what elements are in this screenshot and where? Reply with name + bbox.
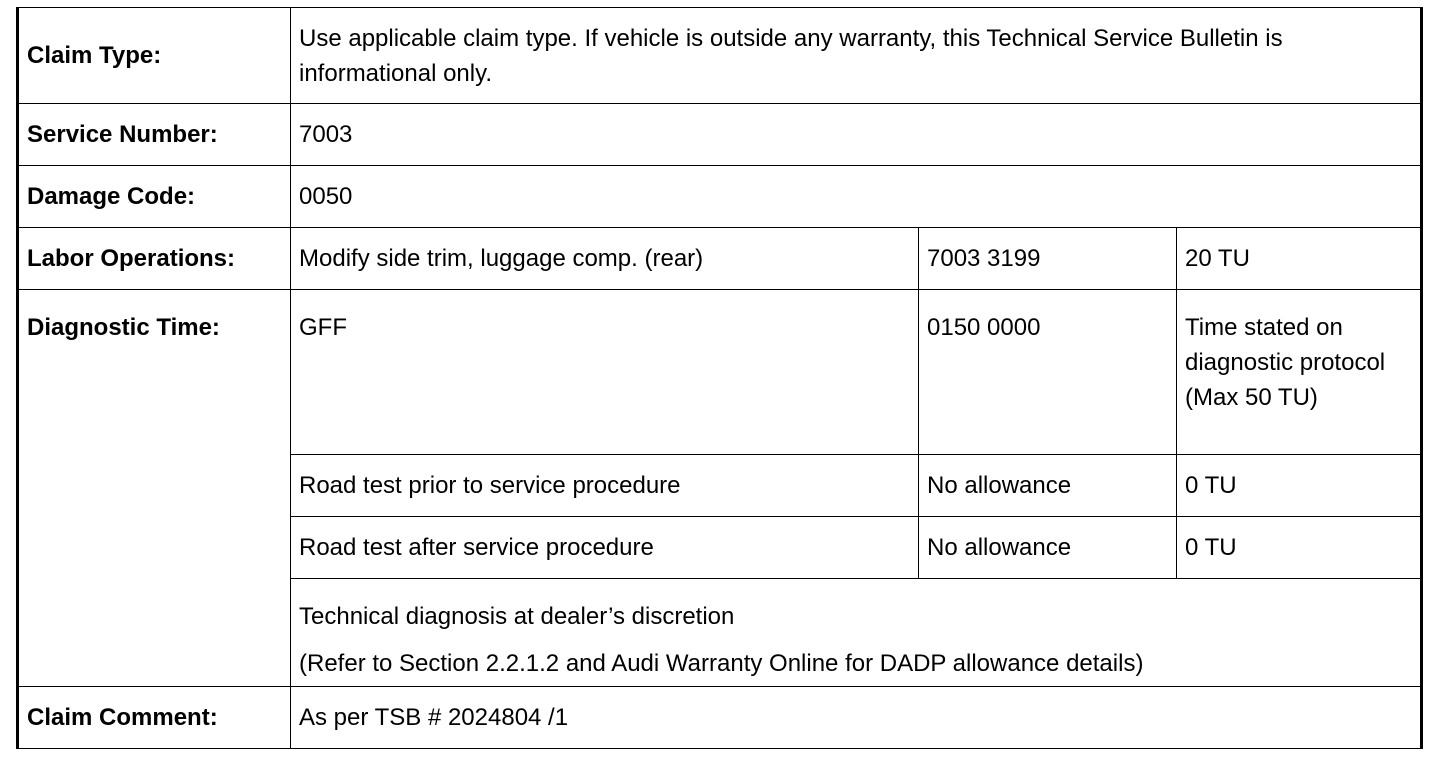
warranty-claim-table	[16, 7, 1423, 749]
claim-type-value: Use applicable claim type. If vehicle is outside any warranty, this Technical Service Bulletin is informational only.	[291, 8, 1422, 104]
claim-comment-row	[18, 687, 1422, 749]
damage-code-value: 0050	[291, 166, 1422, 228]
diagnostic-item-code: 0150 0000	[919, 290, 1177, 455]
damage-code-label: Damage Code:	[18, 166, 291, 228]
diagnostic-time-row	[18, 290, 1422, 455]
labor-operation-description: Modify side trim, luggage comp. (rear)	[291, 228, 919, 290]
claim-type-row	[18, 8, 1422, 104]
service-number-label: Service Number:	[18, 104, 291, 166]
labor-operation-time: 20 TU	[1177, 228, 1422, 290]
diagnostic-item-description: Road test prior to service procedure	[291, 455, 919, 517]
diagnostic-item-time: 0 TU	[1177, 455, 1422, 517]
diagnostic-note	[291, 579, 1422, 687]
service-number-row	[18, 104, 1422, 166]
diagnostic-item-description: Road test after service procedure	[291, 517, 919, 579]
diagnostic-item-time: 0 TU	[1177, 517, 1422, 579]
labor-operations-label: Labor Operations:	[18, 228, 291, 290]
service-number-value: 7003	[291, 104, 1422, 166]
labor-operations-row	[18, 228, 1422, 290]
diagnostic-note-line2: (Refer to Section 2.2.1.2 and Audi Warranty Online for DADP allowance details)	[299, 650, 1144, 677]
claim-type-label: Claim Type:	[18, 8, 291, 104]
claim-comment-label: Claim Comment:	[18, 687, 291, 749]
damage-code-row	[18, 166, 1422, 228]
diagnostic-item-description: GFF	[291, 290, 919, 455]
diagnostic-note-line1: Technical diagnosis at dealer’s discretion	[299, 603, 735, 630]
diagnostic-item-code: No allowance	[919, 517, 1177, 579]
diagnostic-item-time: Time stated on diagnostic protocol (Max 50 TU)	[1177, 290, 1422, 455]
claim-comment-value: As per TSB # 2024804 /1	[291, 687, 1422, 749]
diagnostic-time-label: Diagnostic Time:	[18, 290, 291, 687]
labor-operation-code: 7003 3199	[919, 228, 1177, 290]
diagnostic-item-code: No allowance	[919, 455, 1177, 517]
